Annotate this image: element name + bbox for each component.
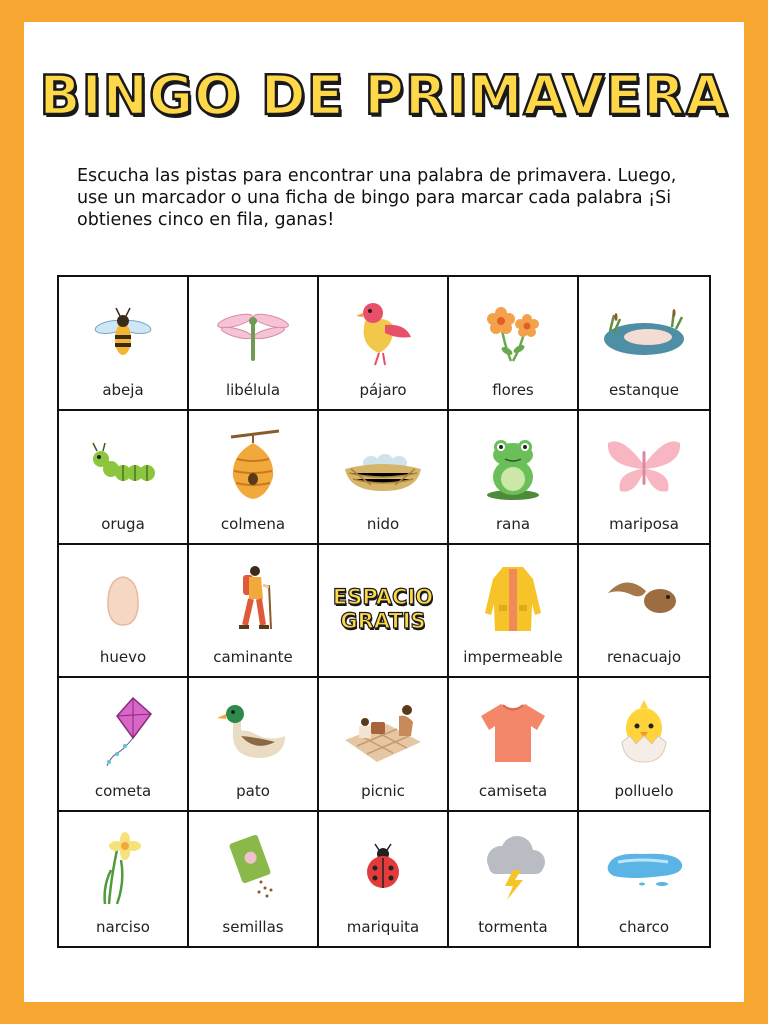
bingo-cell-tormenta[interactable] xyxy=(449,812,579,946)
kite-icon xyxy=(81,696,165,770)
bingo-cell-charco[interactable] xyxy=(579,812,709,946)
bingo-cell-polluelo[interactable] xyxy=(579,678,709,812)
bingo-word: picnic xyxy=(361,782,405,801)
bingo-cell-flores[interactable] xyxy=(449,277,579,411)
bingo-word: abeja xyxy=(102,380,144,399)
bingo-word: charco xyxy=(618,918,670,936)
storm-icon xyxy=(471,830,555,904)
bingo-cell-cometa[interactable] xyxy=(59,678,189,812)
nest-icon xyxy=(341,429,425,503)
beehive-icon xyxy=(211,429,295,503)
bingo-word: mariposa xyxy=(609,514,679,533)
bingo-cell-nido[interactable] xyxy=(319,411,449,545)
caterpillar-icon xyxy=(81,429,165,503)
bingo-cell-rana[interactable] xyxy=(449,411,579,545)
bingo-cell-oruga[interactable] xyxy=(59,411,189,545)
bingo-word: renacuajo xyxy=(606,648,682,667)
bingo-cell-libelula[interactable] xyxy=(189,277,319,411)
bingo-word: narciso xyxy=(96,918,150,936)
bingo-cell-picnic[interactable] xyxy=(319,678,449,812)
tadpole-icon xyxy=(602,563,686,637)
bingo-word: polluelo xyxy=(614,782,674,801)
frog-icon xyxy=(471,429,555,503)
bingo-word: libélula xyxy=(225,380,281,399)
butterfly-icon xyxy=(602,429,686,503)
bingo-cell-estanque[interactable] xyxy=(579,277,709,411)
free-space-label xyxy=(319,585,447,633)
puddle-icon xyxy=(602,830,686,904)
picnic-icon xyxy=(341,696,425,770)
bingo-cell-abeja[interactable] xyxy=(59,277,189,411)
hiker-icon xyxy=(211,563,295,637)
bingo-cell-renacuajo[interactable] xyxy=(579,545,709,679)
raincoat-icon xyxy=(471,563,555,637)
bingo-word: flores xyxy=(492,380,534,399)
bingo-word: caminante xyxy=(213,648,293,667)
bingo-word: nido xyxy=(366,514,400,533)
duck-icon xyxy=(211,696,295,770)
bingo-word: estanque xyxy=(609,380,679,399)
bingo-cell-colmena[interactable] xyxy=(189,411,319,545)
bird-icon xyxy=(341,295,425,369)
egg-icon xyxy=(81,563,165,637)
bingo-word: camiseta xyxy=(478,782,548,801)
bingo-word: oruga xyxy=(101,514,145,533)
bingo-word: mariquita xyxy=(346,918,420,936)
bingo-word: cometa xyxy=(94,782,152,801)
bingo-cell-impermeable[interactable] xyxy=(449,545,579,679)
bingo-cell-free-space[interactable] xyxy=(319,545,449,679)
bingo-word: colmena xyxy=(220,514,286,533)
bingo-word: pato xyxy=(236,782,270,801)
pond-icon xyxy=(602,295,686,369)
chick-icon xyxy=(602,696,686,770)
bingo-board xyxy=(57,275,711,948)
bingo-cell-mariposa[interactable] xyxy=(579,411,709,545)
bingo-cell-pajaro[interactable] xyxy=(319,277,449,411)
bingo-word: semillas xyxy=(222,918,284,936)
dragonfly-icon xyxy=(211,295,295,369)
seeds-icon xyxy=(211,830,295,904)
bingo-cell-huevo[interactable] xyxy=(59,545,189,679)
free-space-line2: GRATIS xyxy=(340,608,426,633)
bingo-cell-narciso[interactable] xyxy=(59,812,189,946)
bingo-cell-pato[interactable] xyxy=(189,678,319,812)
flowers-icon xyxy=(471,295,555,369)
bingo-word: impermeable xyxy=(463,648,563,667)
daffodil-icon xyxy=(81,830,165,904)
ladybug-icon xyxy=(341,830,425,904)
free-space-line1: ESPACIO xyxy=(332,584,434,609)
bingo-cell-semillas[interactable] xyxy=(189,812,319,946)
bingo-cell-camiseta[interactable] xyxy=(449,678,579,812)
instructions-text: Escucha las pistas para encontrar una palabra de primavera. Luego, use un marcador o una ficha de bingo para marcar cada palabra ¡Si obtienes cinco en fila, ganas! xyxy=(77,166,677,230)
bingo-cell-caminante[interactable] xyxy=(189,545,319,679)
bingo-word: huevo xyxy=(99,648,147,667)
page-title: BINGO DE PRIMAVERA xyxy=(39,64,729,127)
tshirt-icon xyxy=(471,696,555,770)
bingo-cell-mariquita[interactable] xyxy=(319,812,449,946)
bingo-word: rana xyxy=(495,514,531,533)
bingo-word: tormenta xyxy=(478,918,548,936)
bee-icon xyxy=(81,295,165,369)
bingo-word: pájaro xyxy=(359,380,407,399)
